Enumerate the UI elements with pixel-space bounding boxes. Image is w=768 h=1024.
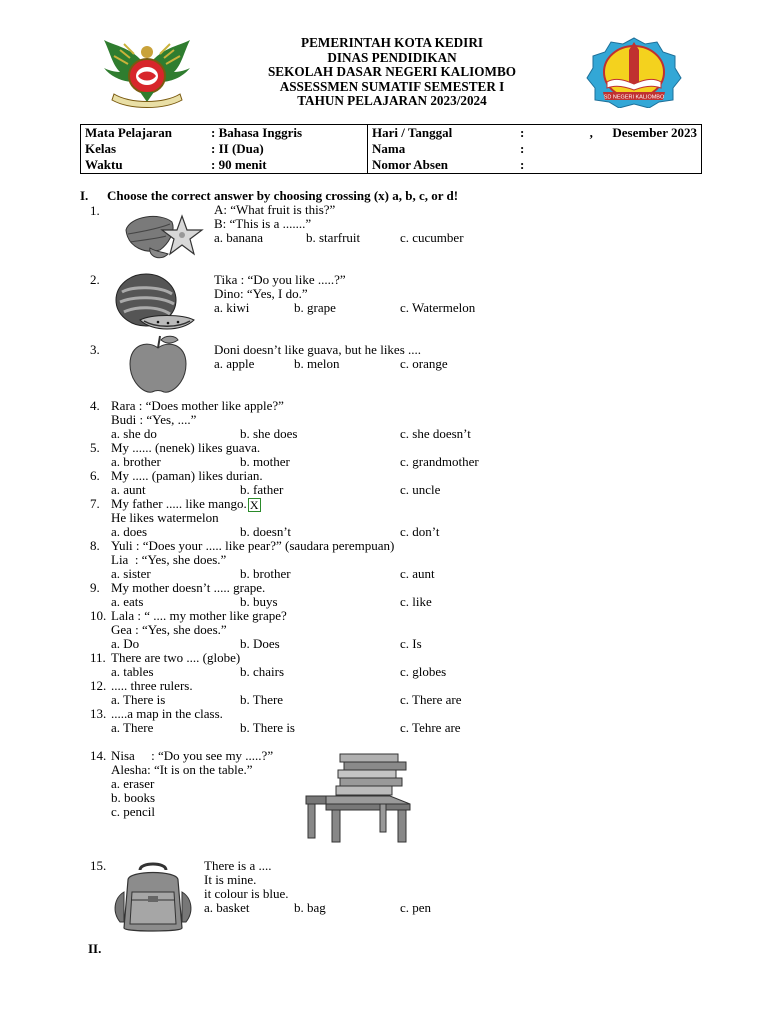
question-3-number: 3. [90,342,100,357]
question-4-number: 4. [90,398,100,413]
time-label: Waktu [85,157,123,172]
question-7-text: My father ..... like mango. [111,496,247,511]
question-11-option-c[interactable]: c. globes [400,664,447,679]
question-8-line-2: Lia : “Yes, she does.” [111,552,227,567]
question-11-line-1: There are two .... (globe) [111,650,241,665]
question-6-number: 6. [90,468,100,483]
subject-value: : Bahasa Inggris [207,125,368,142]
question-10-line-2: Gea : “Yes, she does.” [111,622,227,637]
question-13-option-b[interactable]: b. There is [240,720,295,735]
question-4-option-a[interactable]: a. she do [111,426,157,441]
class-label: Kelas [85,141,117,156]
section-1-title: Choose the correct answer by choosing crossing (x) a, b, c, or d! [107,188,459,203]
question-9-line-1: My mother doesn’t ..... grape. [111,580,266,595]
question-3-option-b[interactable]: b. melon [294,356,340,371]
section-2-number: II. [88,941,102,956]
question-9-option-b[interactable]: b. buys [240,594,278,609]
name-label: Nama [372,141,406,156]
question-8-line-1: Yuli : “Does your ..... like pear?” (saudara perempuan) [111,538,395,553]
question-10-option-a[interactable]: a. Do [111,636,140,651]
question-2-line-2: Dino: “Yes, I do.” [214,286,308,301]
question-1-line-2: B: “This is a .......” [214,216,312,231]
question-7-number: 7. [90,496,100,511]
question-6-option-c[interactable]: c. uncle [400,482,441,497]
question-8-option-c[interactable]: c. aunt [400,566,435,581]
time-value: : 90 menit [207,157,368,174]
question-13-number: 13. [90,706,107,721]
question-1-option-b[interactable]: b. starfruit [306,230,361,245]
question-14-option-a[interactable]: a. eraser [111,776,155,791]
header-line-government: PEMERINTAH KOTA KEDIRI [301,35,483,50]
attendance-number-colon: : [520,157,525,172]
question-12-number: 12. [90,678,107,693]
question-12-option-a[interactable]: a. There is [111,692,166,707]
question-8-number: 8. [90,538,100,553]
question-15-option-a[interactable]: a. basket [204,900,250,915]
question-4-option-c[interactable]: c. she doesn’t [400,426,471,441]
date-value: , Desember 2023 [589,125,697,140]
question-10-line-1: Lala : “ .... my mother like grape? [111,608,287,623]
question-13-option-c[interactable]: c. Tehre are [400,720,461,735]
question-5-option-c[interactable]: c. grandmother [400,454,479,469]
name-colon: : [520,141,525,156]
date-colon: : [520,125,525,140]
question-6-option-b[interactable]: b. father [240,482,284,497]
attendance-number-field[interactable] [584,157,702,174]
school-badge-logo [585,36,683,108]
question-15-line-3: it colour is blue. [204,886,289,901]
question-3-option-a[interactable]: a. apple [214,356,255,371]
header-line-school: SEKOLAH DASAR NEGERI KALIOMBO [267,64,517,80]
school-badge-text: SD NEGERI KALIOMBO [603,94,665,101]
question-10-number: 10. [90,608,107,623]
question-12-line-1: ..... three rulers. [111,678,193,693]
date-label: Hari / Tanggal [372,125,453,140]
question-14-line-2: Alesha: “It is on the table.” [111,762,253,777]
question-3-line-1: Doni doesn’t like guava, but he likes .... [214,342,422,357]
question-2-option-c[interactable]: c. Watermelon [400,300,476,315]
question-15-line-2: It is mine. [204,872,257,887]
question-5-number: 5. [90,440,100,455]
question-1-option-c[interactable]: c. cucumber [400,230,464,245]
name-field[interactable] [584,141,702,157]
cross-mark-checkbox[interactable]: X [248,498,261,512]
header-line-assessment: ASSESSMEN SUMATIF SEMESTER I [279,78,505,94]
school-header [200,36,584,109]
city-emblem-logo [100,38,194,108]
question-2-line-1: Tika : “Do you like .....?” [214,272,346,287]
question-5-line-1: My ...... (nenek) likes guava. [111,440,261,455]
question-6-option-a[interactable]: a. aunt [111,482,146,497]
question-15-option-b[interactable]: b. bag [294,900,326,915]
question-12-option-c[interactable]: c. There are [400,692,462,707]
question-7-option-c[interactable]: c. don’t [400,524,440,539]
question-9-number: 9. [90,580,100,595]
question-14-number: 14. [90,748,107,763]
question-3-option-c[interactable]: c. orange [400,356,448,371]
question-14-option-c[interactable]: c. pencil [111,804,156,819]
subject-label: Mata Pelajaran [85,125,173,140]
question-10-option-c[interactable]: c. Is [400,636,422,651]
question-1-number: 1. [90,203,100,218]
question-5-option-a[interactable]: a. brother [111,454,161,469]
attendance-number-label: Nomor Absen [372,157,448,172]
section-1-number: I. [80,188,89,203]
question-9-option-c[interactable]: c. like [400,594,432,609]
question-1-option-a[interactable]: a. banana [214,230,264,245]
question-4-option-b[interactable]: b. she does [240,426,298,441]
question-7-option-b[interactable]: b. doesn’t [240,524,292,539]
question-2-option-a[interactable]: a. kiwi [214,300,250,315]
question-15-line-1: There is a .... [204,858,272,873]
question-7-option-a[interactable]: a. does [111,524,148,539]
question-5-option-b[interactable]: b. mother [240,454,290,469]
question-6-line-1: My ..... (paman) likes durian. [111,468,263,483]
question-9-option-a[interactable]: a. eats [111,594,144,609]
question-1-line-1: A: “What fruit is this?” [214,202,336,217]
header-line-year: TAHUN PELAJARAN 2023/2024 [297,93,487,109]
question-4-line-1: Rara : “Does mother like apple?” [111,398,284,413]
question-11-number: 11. [90,650,106,665]
question-8-option-b[interactable]: b. brother [240,566,291,581]
question-13-option-a[interactable]: a. There [111,720,154,735]
question-2-option-b[interactable]: b. grape [294,300,336,315]
question-15-option-c[interactable]: c. pen [400,900,432,915]
question-13-line-1: .....a map in the class. [111,706,223,721]
question-11-option-b[interactable]: b. chairs [240,664,285,679]
question-14-option-b[interactable]: b. books [111,790,156,805]
exam-info-table [80,124,702,174]
question-10-option-b[interactable]: b. Does [240,636,280,651]
header-line-department: DINAS PENDIDIKAN [327,49,457,65]
question-7-line-2: He likes watermelon [111,510,219,525]
question-11-option-a[interactable]: a. tables [111,664,154,679]
question-15-number: 15. [90,858,107,873]
question-4-line-2: Budi : “Yes, ....” [111,412,197,427]
question-14-line-1: Nisa : “Do you see my .....?” [111,748,274,763]
question-2-number: 2. [90,272,100,287]
question-8-option-a[interactable]: a. sister [111,566,151,581]
class-value: : II (Dua) [207,141,368,157]
question-12-option-b[interactable]: b. There [240,692,284,707]
